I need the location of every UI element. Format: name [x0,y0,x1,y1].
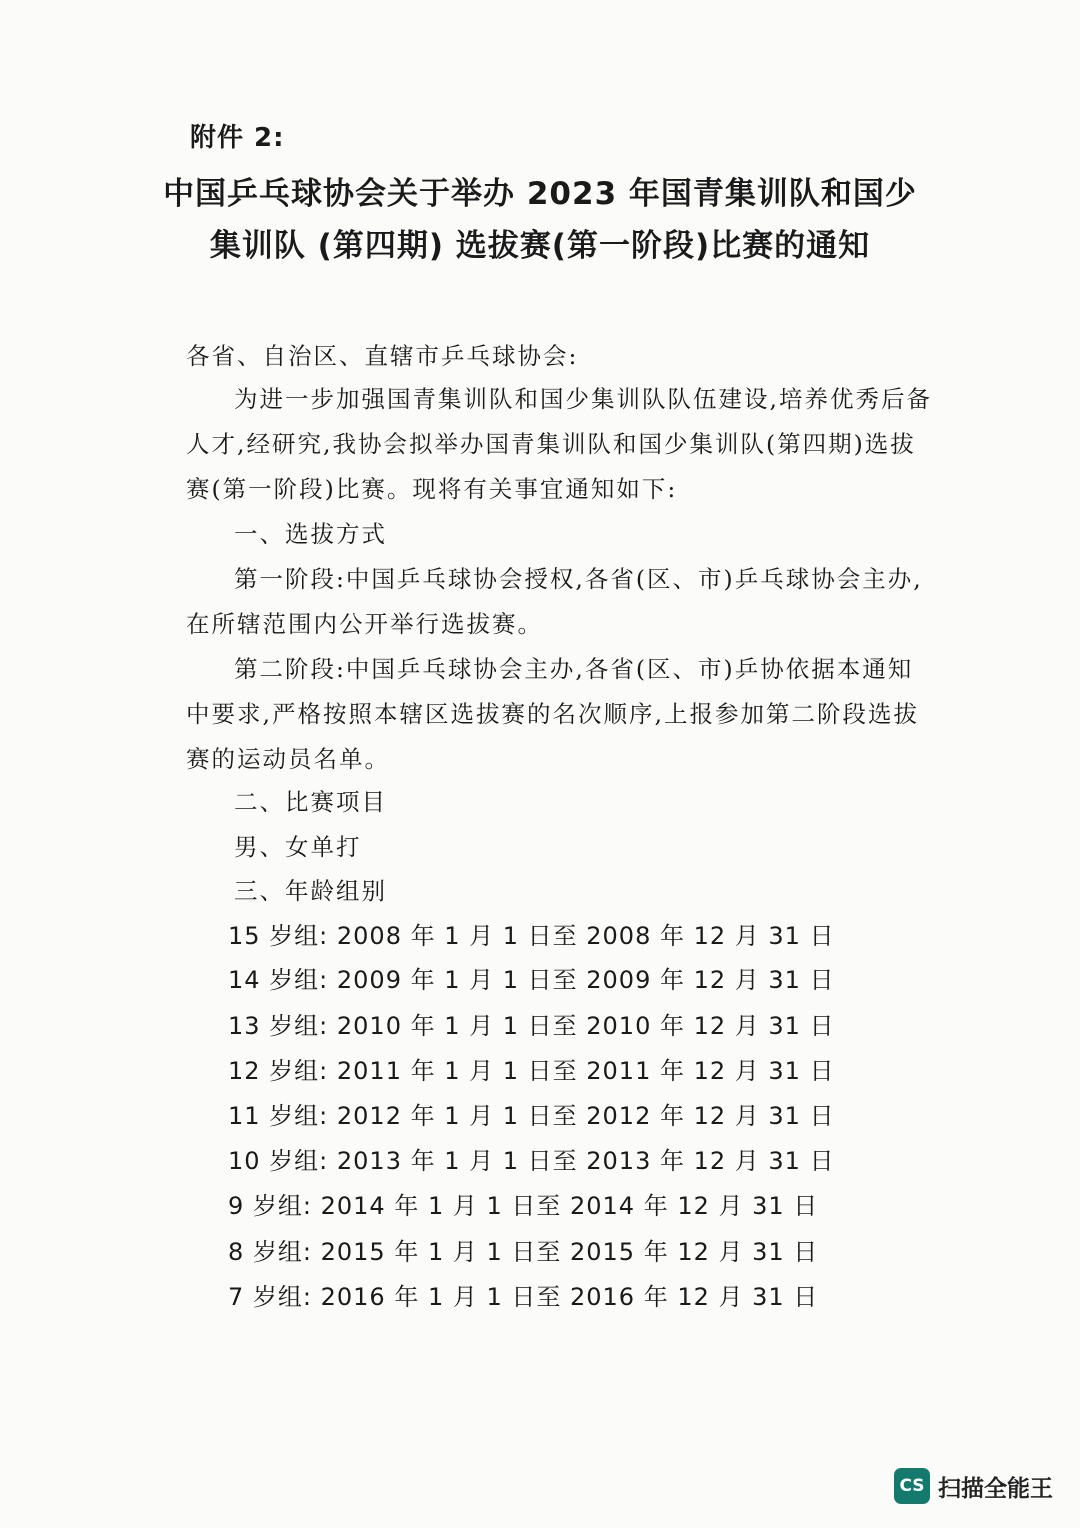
section3-heading: 三、年龄组别 [234,877,387,905]
stage1-line-2: 在所辖范围内公开举行选拔赛。 [186,610,543,638]
stage2-line-2: 中要求,严格按照本辖区选拔赛的名次顺序,上报参加第二阶段选拔 [186,700,919,728]
age-group-row: 15 岁组: 2008 年 1 月 1 日至 2008 年 12 月 31 日 [228,922,835,950]
section2-content: 男、女单打 [234,833,362,861]
age-group-row: 8 岁组: 2015 年 1 月 1 日至 2015 年 12 月 31 日 [228,1238,819,1266]
intro-line-3: 赛(第一阶段)比赛。现将有关事宜通知如下: [186,475,678,503]
camscanner-logo-icon: CS [894,1468,930,1504]
age-group-row: 11 岁组: 2012 年 1 月 1 日至 2012 年 12 月 31 日 [228,1102,835,1130]
scanner-app-name: 扫描全能王 [938,1475,1053,1502]
age-group-row: 12 岁组: 2011 年 1 月 1 日至 2011 年 12 月 31 日 [228,1057,835,1085]
age-group-row: 10 岁组: 2013 年 1 月 1 日至 2013 年 12 月 31 日 [228,1147,835,1175]
age-group-row: 14 岁组: 2009 年 1 月 1 日至 2009 年 12 月 31 日 [228,966,835,994]
salutation: 各省、自治区、直辖市乒乓球协会: [186,342,579,370]
age-group-row: 13 岁组: 2010 年 1 月 1 日至 2010 年 12 月 31 日 [228,1012,835,1040]
intro-line-2: 人才,经研究,我协会拟举办国青集训队和国少集训队(第四期)选拔 [186,430,916,458]
title-line-1: 中国乒乓球协会关于举办 2023 年国青集训队和国少 [163,176,917,212]
stage2-line-1: 第二阶段:中国乒乓球协会主办,各省(区、市)乒协依据本通知 [234,655,914,683]
age-group-row: 7 岁组: 2016 年 1 月 1 日至 2016 年 12 月 31 日 [228,1283,819,1311]
stage1-line-1: 第一阶段:中国乒乓球协会授权,各省(区、市)乒乓球协会主办, [234,565,923,593]
intro-line-1: 为进一步加强国青集训队和国少集训队队伍建设,培养优秀后备 [234,385,932,413]
age-group-row: 9 岁组: 2014 年 1 月 1 日至 2014 年 12 月 31 日 [228,1192,819,1220]
attachment-label: 附件 2: [190,123,285,153]
section2-heading: 二、比赛项目 [234,788,387,816]
section1-heading: 一、选拔方式 [234,520,387,548]
title-line-2: 集训队 (第四期) 选拔赛(第一阶段)比赛的通知 [209,228,871,264]
scanner-watermark [894,1468,1053,1504]
stage2-line-3: 赛的运动员名单。 [186,745,390,773]
